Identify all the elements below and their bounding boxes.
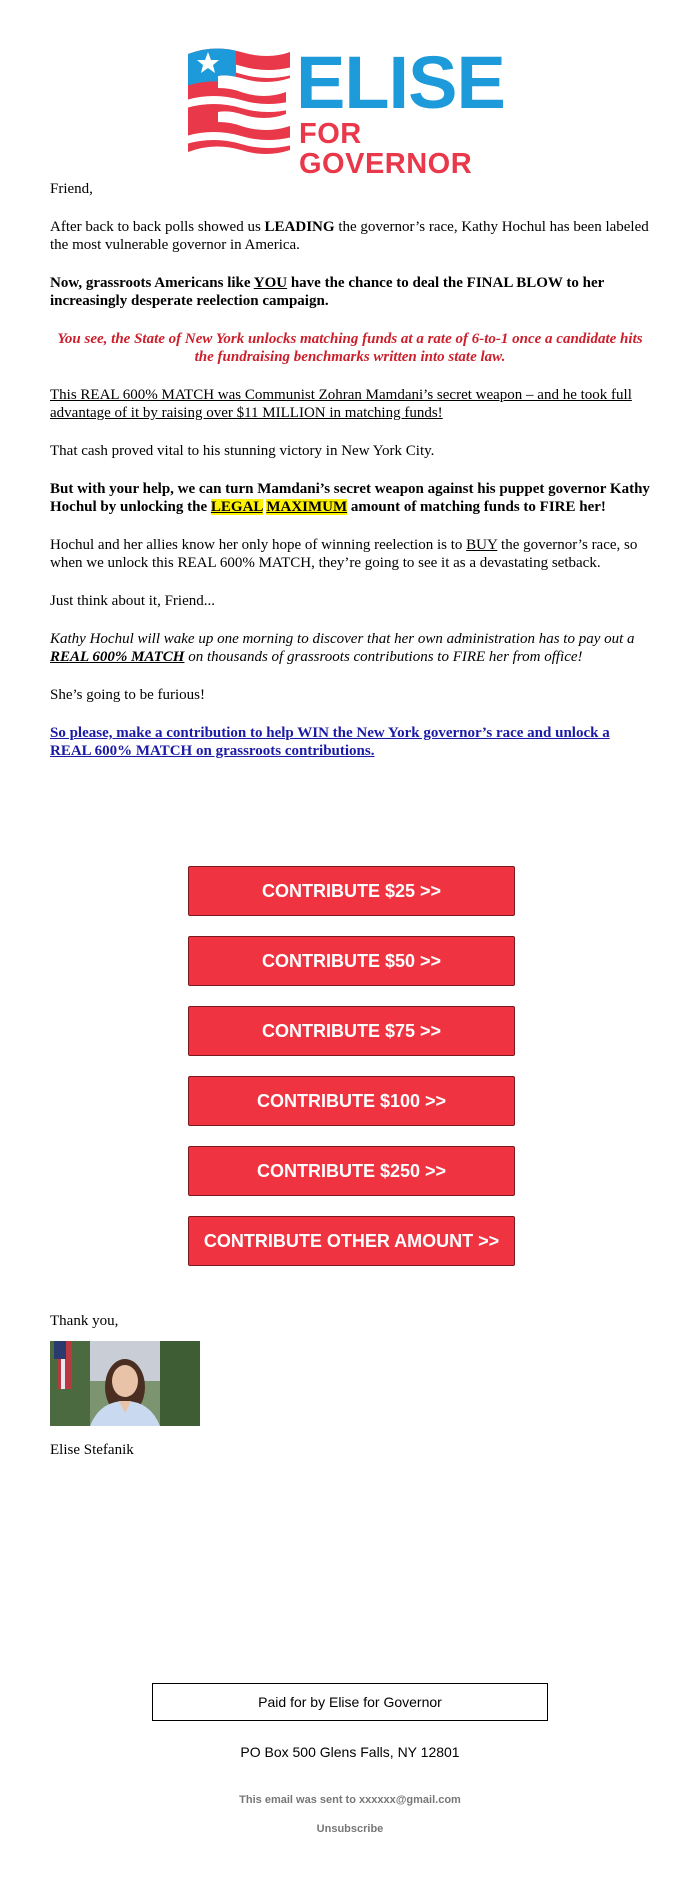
- contribute-100-button[interactable]: CONTRIBUTE $100 >>: [188, 1076, 515, 1126]
- contribute-other-button[interactable]: CONTRIBUTE OTHER AMOUNT >>: [188, 1216, 515, 1266]
- contribute-250-button[interactable]: CONTRIBUTE $250 >>: [188, 1146, 515, 1196]
- paragraph-7: Hochul and her allies know her only hope of winning reelection is to BUY the governor’s race, so when we unlock this REAL 600% MATCH, they’re going to see it as a devastating setback.: [50, 537, 638, 571]
- signature-name: Elise Stefanik: [50, 1442, 134, 1458]
- maximum-highlight: MAXIMUM: [266, 499, 348, 515]
- logo-name: ELISE: [296, 41, 505, 124]
- logo-subtitle: FOR GOVERNOR: [299, 118, 473, 180]
- mailing-address: PO Box 500 Glens Falls, NY 12801: [240, 1744, 460, 1760]
- contribute-50-button[interactable]: CONTRIBUTE $50 >>: [188, 936, 515, 986]
- sent-to-notice: This email was sent to xxxxxx@gmail.com: [239, 1794, 461, 1806]
- paragraph-6: But with your help, we can turn Mamdani’s secret weapon against his puppet governor Kathy Hochul by unlocking the LEGAL MAXIMUM amount of matching funds to FIRE her!: [50, 481, 650, 515]
- paragraph-10: She’s going to be furious!: [50, 687, 205, 703]
- paragraph-4: This REAL 600% MATCH was Communist Zohran Mamdani’s secret weapon – and he took full advantage of it by raising over $11 MILLION in matching funds!: [50, 387, 632, 421]
- contribution-buttons: [188, 866, 515, 1286]
- campaign-logo: [186, 41, 516, 180]
- paid-for-box: Paid for by Elise for Governor: [152, 1683, 548, 1721]
- portrait-image: [50, 1341, 200, 1426]
- matching-funds-note: You see, the State of New York unlocks matching funds at a rate of 6-to-1 once a candidate hits the fundraising benchmarks written into state law.: [57, 331, 643, 365]
- paragraph-5: That cash proved vital to his stunning victory in New York City.: [50, 443, 435, 459]
- contribute-25-button[interactable]: CONTRIBUTE $25 >>: [188, 866, 515, 916]
- greeting: Friend,: [50, 181, 93, 197]
- contribute-75-button[interactable]: CONTRIBUTE $75 >>: [188, 1006, 515, 1056]
- email-body: [50, 180, 650, 780]
- unsubscribe-link[interactable]: Unsubscribe: [316, 1823, 384, 1835]
- paragraph-2: Now, grassroots Americans like YOU have the chance to deal the FINAL BLOW to her increasingly desperate reelection campaign.: [50, 275, 605, 309]
- leading-emphasis: LEADING: [264, 219, 335, 235]
- buy-emphasis: BUY: [466, 537, 498, 553]
- paragraph-1: After back to back polls showed us LEADING the governor’s race, Kathy Hochul has been labeled the most vulnerable governor in America.: [50, 219, 649, 253]
- you-emphasis: YOU: [253, 275, 288, 291]
- flag-e-icon: [186, 44, 296, 157]
- signoff: Thank you,: [50, 1313, 119, 1329]
- match-emphasis: REAL 600% MATCH: [50, 649, 185, 665]
- candidate-photo: [50, 1341, 200, 1426]
- paragraph-8: Just think about it, Friend...: [50, 593, 215, 609]
- contribute-cta-link[interactable]: So please, make a contribution to help WIN the New York governor’s race and unlock a REAL 600% MATCH on grassroots contributions.: [50, 725, 610, 759]
- paragraph-9: Kathy Hochul will wake up one morning to discover that her own administration has to pay out a REAL 600% MATCH on thousands of grassroots contributions to FIRE her from office!: [50, 631, 635, 665]
- legal-highlight: LEGAL: [210, 499, 263, 515]
